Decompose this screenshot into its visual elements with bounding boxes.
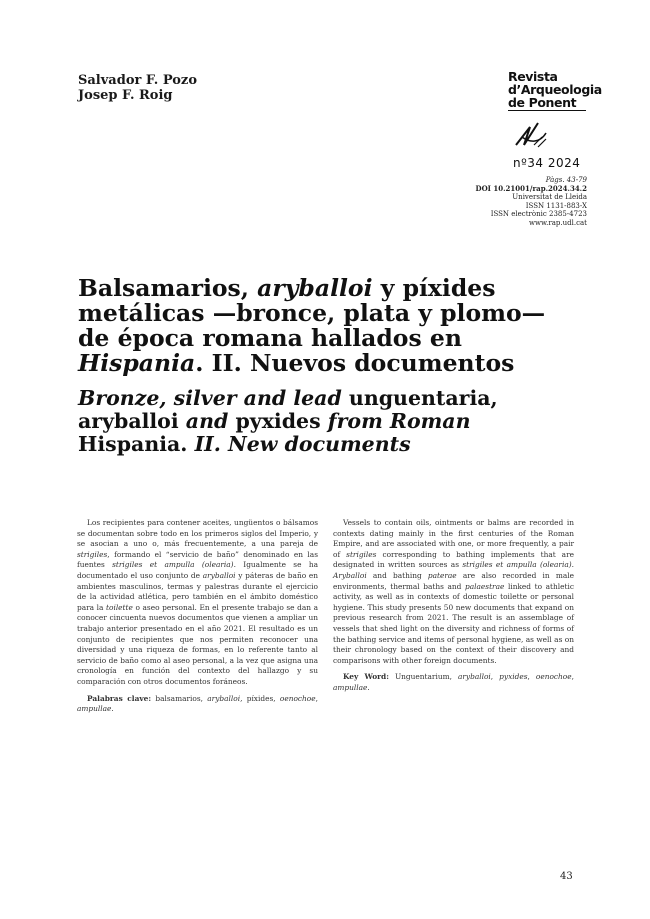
page-range: Pàgs. 43-79 bbox=[545, 176, 587, 184]
abstract-text: Los recipientes para contener aceites, ungüentos o bálsamos se documentan sobre todo en los primeros siglos del Imperio, y se asocian a uno o, más frecuentemente, a una pareja de strigiles, formando el “servicio de baño” denominado en las fuentes strigiles et ampulla (olearia). Igualmente se ha documentado el uso conjunto de aryballoi y páteras de baño en ambientes masculinos, termas y palestras durante el ejercicio de la actividad atlética, pero también en el ámbito doméstico para la toilette o aseo personal. En el presente trabajo se dan a conocer cincuenta nuevos documentos que vienen a ampliar un trabajo anterior presentado en el año 2021. El resultado es un conjunto de recipientes que nos permiten reconocer una diversidad y una riqueza de formas, en lo referente tanto al servicio de baño como al aseo personal, a la vez que asigna una cronología en función del contexto del hallazgo y su comparación con otros documentos foráneos. bbox=[77, 518, 319, 686]
journal-logo-icon bbox=[512, 115, 552, 155]
author-name: Salvador F. Pozo bbox=[78, 73, 197, 88]
keywords: Palabras clave: balsamarios, aryballoi, píxides, oenochoe, ampullae. bbox=[77, 693, 318, 714]
university: Universitat de Lleida bbox=[512, 193, 587, 202]
keywords: Key Word: Unguentarium, aryballoi, pyxides, oenochoe, ampullae. bbox=[333, 672, 574, 692]
journal-masthead bbox=[508, 69, 602, 159]
title-english: Bronze, silver and lead unguentaria, aryballoi and pyxides from Roman Hispania. II. New documents bbox=[78, 386, 498, 456]
abstract-spanish bbox=[77, 518, 318, 715]
issue-number: nº34 2024 bbox=[513, 156, 581, 170]
abstract-english bbox=[333, 518, 574, 694]
journal-rule bbox=[508, 110, 586, 111]
issn: ISSN 1131-883-X bbox=[525, 201, 587, 210]
website-link[interactable]: www.rap.udl.cat bbox=[529, 218, 587, 227]
eissn: ISSN electrònic 2385-4723 bbox=[490, 210, 587, 219]
author-name: Josep F. Roig bbox=[78, 88, 173, 103]
page-number: 43 bbox=[560, 871, 573, 882]
doi: DOI 10.21001/rap.2024.34.2 bbox=[475, 183, 587, 193]
abstract-text: Vessels to contain oils, ointments or balms are recorded in contexts dating mainly in the first centuries of the Roman Empire, and are associated with one, or more frequently, a pair of strigiles corresponding to bathing implements that are designated in written sources as strigiles et ampulla (olearia). Aryballoi and bathing paterae are also recorded in male environments, thermal baths and palaestrae linked to athletic activity, as well as in contexts of domestic toilette or personal hygiene. This study presents 50 new documents that expand on previous research from 2021. The result is an assemblage of vessels that shed light on the diversity and richness of forms of the bathing service and items of personal hygiene, as well as on their chronology based on the context of their discovery and comparisons with other foreign documents. bbox=[333, 518, 574, 665]
journal-name: Revista d’Arqueologia de Ponent bbox=[508, 69, 602, 110]
authors bbox=[78, 73, 197, 103]
article-meta bbox=[476, 176, 588, 228]
title-spanish: Balsamarios, aryballoi y píxides metálicas —bronce, plata y plomo— de época romana hallados en Hispania. II. Nuevos documentos bbox=[78, 274, 546, 377]
